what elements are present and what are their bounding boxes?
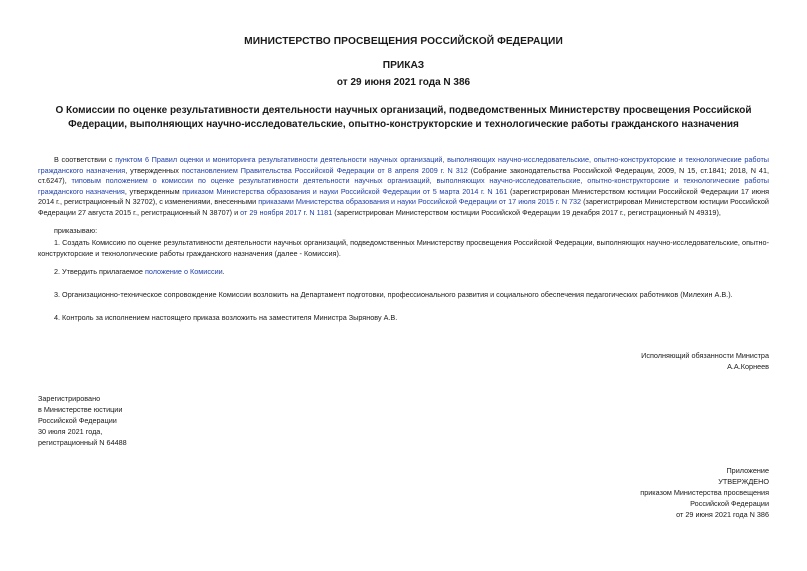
order-item-2-text: 2. Утвердить прилагаемое (54, 267, 145, 276)
preamble-paragraph (38, 155, 769, 219)
registration-line: в Министерстве юстиции (38, 405, 123, 414)
link-orders-732[interactable]: приказами Министерства образования и науки Российской Федерации от 17 июля 2015 г. N 732 (258, 197, 582, 207)
preamble-text: , утвержденным (124, 186, 183, 196)
appendix-line: Российской Федерации (690, 499, 769, 508)
signature-block (641, 350, 769, 372)
order-word: приказываю: (54, 226, 98, 235)
document-date-number: от 29 июня 2021 года N 386 (336, 77, 471, 88)
link-typical-regulation[interactable]: типовым положением о комиссии по оценке результативности деятельности научных организаций, выполняющих научно-исследовательские, опытно-конструкторские и технологические работы гражданского назначения (38, 176, 769, 196)
document-title: О Комиссии по оценке результативности деятельности научных организаций, подведомственных Министерству просвещения Российской Федерации, выполняющих научно-исследовательские, опытно-конструкторские и технологические работы гражданского назначения (55, 105, 752, 130)
appendix-line: УТВЕРЖДЕНО (718, 477, 769, 486)
document-type: ПРИКАЗ (382, 60, 425, 71)
order-item-3: 3. Организационно-техническое сопровождение Комиссии возложить на Департамент подготовки, профессионального развития и социального обеспечения педагогических работников (Милехин А.В.). (54, 290, 733, 299)
preamble-text: (зарегистрирован Министерством юстиции Российской Федерации 19 декабря 2017 г., регистрационный N 49319), (332, 207, 721, 217)
preamble-text: (Собрание законодательства Российской Федерации, 2009, N 15, ст.1841; 2018, N 41, ст.6247), (38, 165, 770, 186)
appendix-block (640, 465, 769, 520)
preamble-text: В соответствии с (54, 155, 116, 164)
order-item-2-end: . (222, 267, 225, 276)
link-order-161[interactable]: приказом Министерства образования и науки Российской Федерации от 5 марта 2014 г. N 161 (182, 186, 508, 196)
link-government-decree-312[interactable]: постановлением Правительства Российской Федерации от 8 апреля 2009 г. N 312 (181, 165, 468, 175)
ministry-heading: МИНИСТЕРСТВО ПРОСВЕЩЕНИЯ РОССИЙСКОЙ ФЕДЕРАЦИИ (244, 36, 563, 47)
appendix-line: приказом Министерства просвещения (640, 488, 769, 497)
signature-position: Исполняющий обязанности Министра (641, 351, 769, 360)
registration-line: 30 июля 2021 года, (38, 427, 103, 436)
signature-name: А.А.Корнеев (727, 362, 769, 371)
appendix-line: от 29 июня 2021 года N 386 (676, 510, 769, 519)
link-commission-regulation[interactable]: положение о Комиссии (144, 267, 223, 276)
registration-line: Российской Федерации (38, 416, 117, 425)
registration-line: регистрационный N 64488 (38, 438, 127, 447)
order-item-4: 4. Контроль за исполнением настоящего приказа возложить на заместителя Министра Зырянову А.В. (54, 313, 398, 322)
preamble-text: (зарегистрирован Министерством юстиции Российской Федерации 17 июня 2014 г., регистрационный N 32702), с изменениями, внесенными (38, 186, 770, 207)
preamble-text: (зарегистрирован Министерством юстиции Российской Федерации 27 августа 2015 г., регистрационный N 38707) и (38, 197, 769, 217)
registration-line: Зарегистрировано (38, 394, 101, 403)
appendix-line: Приложение (726, 466, 769, 475)
link-rules-point-6[interactable]: пунктом 6 Правил оценки и мониторинга результативности деятельности научных организаций, выполняющих научно-исследовательские, опытно-конструкторские и технологические работы гражданского назначения (38, 155, 769, 175)
link-order-1181[interactable]: от 29 ноября 2017 г. N 1181 (240, 207, 333, 217)
preamble-text: , утвержденных (125, 165, 182, 175)
order-item-2 (38, 267, 769, 278)
order-item-1: 1. Создать Комиссию по оценке результативности деятельности научных организаций, подведомственных Министерству просвещения Российской Федерации, выполняющих научно-исследовательские, опытно-конструкторские и технологические работы гражданского назначения (далее - Комиссия). (38, 238, 769, 258)
registration-block (38, 393, 127, 448)
